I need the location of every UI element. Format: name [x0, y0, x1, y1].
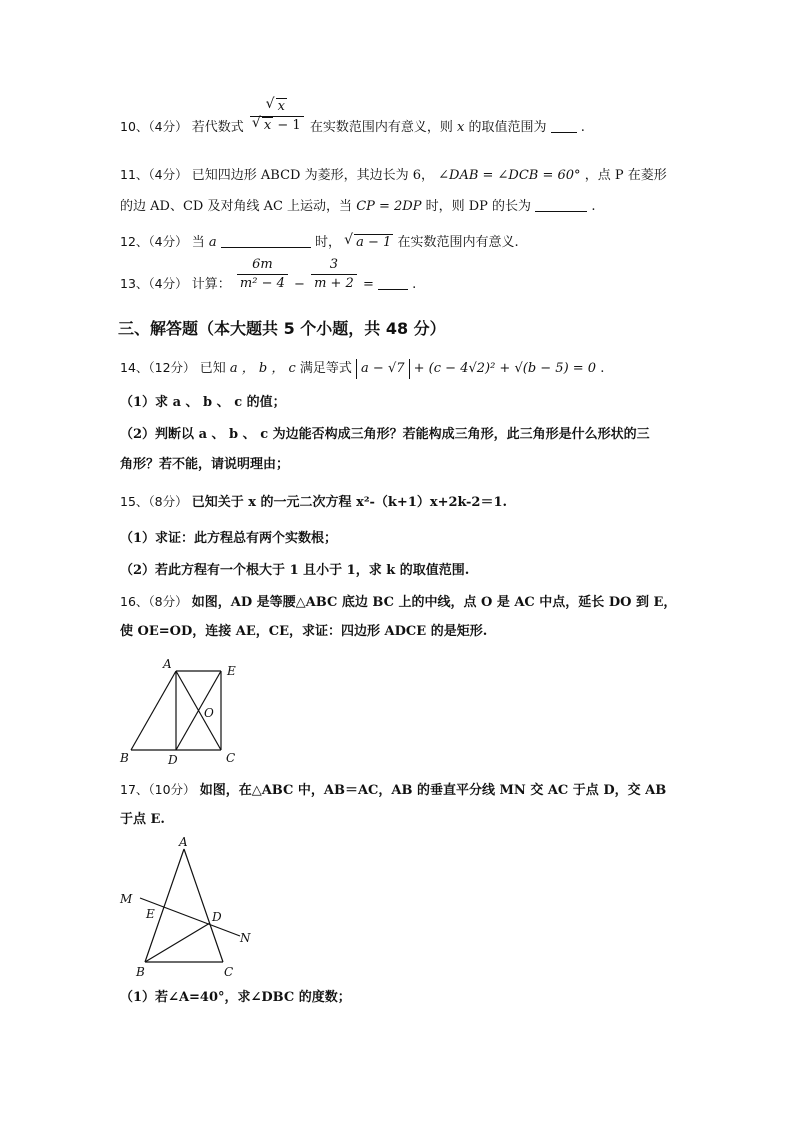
- question-11: [120, 165, 667, 186]
- fraction: $\frac{6m}{\text{m² − 4}}$: [237, 256, 288, 293]
- point-label-a: A: [179, 835, 188, 849]
- answer-blank[interactable]: [551, 118, 577, 133]
- point-label-d: D: [212, 910, 222, 924]
- question-number: 15、（8分）: [120, 494, 188, 509]
- question-text: 若代数式: [191, 120, 244, 135]
- question-text: 满足等式: [299, 361, 352, 376]
- question-number: 13、（4分）: [120, 276, 188, 291]
- absolute-value: a − √7: [356, 359, 409, 379]
- question-text: 已知四边形 ABCD 为菱形，其边长为 6，: [191, 168, 434, 183]
- question-number: 11、（4分）: [120, 167, 188, 182]
- question-text: 已知关于 x 的一元二次方程 x²-（k+1）x+2k-2＝1.: [191, 495, 508, 510]
- math-expression: ∠DAB = ∠DCB = 60°: [438, 168, 581, 183]
- question-13: 13、（4分） 计算： $\frac{6m}{\text{m² − 4}}$ − $\frac{3}{m + 2}$ = .: [120, 257, 417, 292]
- answer-blank[interactable]: [221, 233, 311, 248]
- question-11-line-2: 的边 AD、CD 及对角线 AC 上运动，当 CP = 2DP 时，则 DP 的长为 .: [120, 199, 596, 214]
- section-title: 三、解答题（本大题共 5 个小题，共 48 分）: [118, 319, 446, 338]
- question-text: 在实数范围内有意义，则: [309, 120, 453, 135]
- point-label-c: C: [224, 965, 234, 979]
- question-text: 如图，AD 是等腰△ABC 底边 BC 上的中线，点 O 是 AC 中点，延长 DO 到 E，: [191, 595, 677, 610]
- question-14: 14、（12分） 已知 a ， b ， c 满足等式 a − √7 + (c − 4√2)² + √(b − 5) = 0 .: [120, 358, 604, 379]
- variable: x: [456, 120, 465, 135]
- question-text: 如图，在△ABC 中，AB＝AC，AB 的垂直平分线 MN 交 AC 于点 D，交 AB: [199, 783, 667, 798]
- point-label-b: B: [136, 965, 145, 979]
- question-text: 计算：: [191, 277, 231, 292]
- question-number: 14、（12分）: [120, 360, 196, 375]
- fraction: $\frac{3}{m + 2}$: [311, 256, 357, 293]
- question-text: 的取值范围为: [468, 120, 547, 135]
- radical: √ a − 1: [354, 234, 393, 251]
- point-label-d: D: [168, 753, 178, 767]
- question-14-part-2-cont: 角形？若不能，请说明理由；: [120, 457, 290, 472]
- variables: a ， b ， c: [229, 361, 296, 376]
- point-label-n: N: [240, 931, 251, 945]
- question-15-part-1: （1）求证：此方程总有两个实数根；: [120, 531, 338, 546]
- question-17-line-2: 于点 E.: [120, 812, 165, 827]
- answer-blank[interactable]: [378, 275, 408, 290]
- answer-blank[interactable]: [535, 197, 587, 212]
- question-text: 的边 AD、CD 及对角线 AC 上运动，当: [120, 199, 353, 214]
- point-label-b: B: [120, 751, 129, 765]
- math-expression: CP = 2DP: [356, 199, 422, 214]
- point-label-a: A: [163, 657, 172, 671]
- question-number: 10、（4分）: [120, 119, 188, 134]
- question-14-part-2: （2）判断以 a 、 b 、 c 为边能否构成三角形？若能构成三角形，此三角形是什么形状的三: [120, 427, 650, 442]
- question-12: [120, 232, 519, 253]
- question-16: [120, 592, 676, 613]
- question-text: ，点 P 在菱形: [584, 168, 667, 183]
- fraction: √ x √ x − 1: [250, 98, 304, 135]
- question-15-part-2: （2）若此方程有一个根大于 1 且小于 1，求 k 的取值范围.: [120, 563, 470, 578]
- point-label-e: E: [146, 907, 155, 921]
- question-17: [120, 780, 666, 801]
- question-text: 时，则 DP 的长为: [425, 199, 532, 214]
- question-15: [120, 492, 507, 513]
- question-10: 10、（4分） 若代数式 √ x √ x − 1 在实数范围内有意义，则 x 的取值范围为 .: [120, 117, 585, 138]
- question-text: 已知: [199, 361, 226, 376]
- math-expression: + (c − 4√2)² + √(b − 5) = 0: [413, 361, 597, 376]
- question-number: 12、（4分）: [120, 234, 188, 249]
- question-text: 当: [191, 235, 205, 250]
- point-label-c: C: [226, 751, 236, 765]
- question-14-part-1: （1）求 a 、 b 、 c 的值；: [120, 395, 286, 410]
- variable: a: [208, 235, 217, 250]
- question-17-part-1: （1）若∠A=40°，求∠DBC 的度数；: [120, 990, 351, 1005]
- point-label-m: M: [120, 892, 133, 906]
- question-16-line-2: 使 OE=OD，连接 AE，CE，求证：四边形 ADCE 的是矩形.: [120, 624, 488, 639]
- question-text: 时，: [314, 235, 341, 250]
- point-label-e: E: [227, 664, 236, 678]
- question-text: 在实数范围内有意义.: [397, 235, 519, 250]
- question-number: 17、（10分）: [120, 782, 196, 797]
- point-label-o: O: [204, 706, 214, 720]
- question-number: 16、（8分）: [120, 594, 188, 609]
